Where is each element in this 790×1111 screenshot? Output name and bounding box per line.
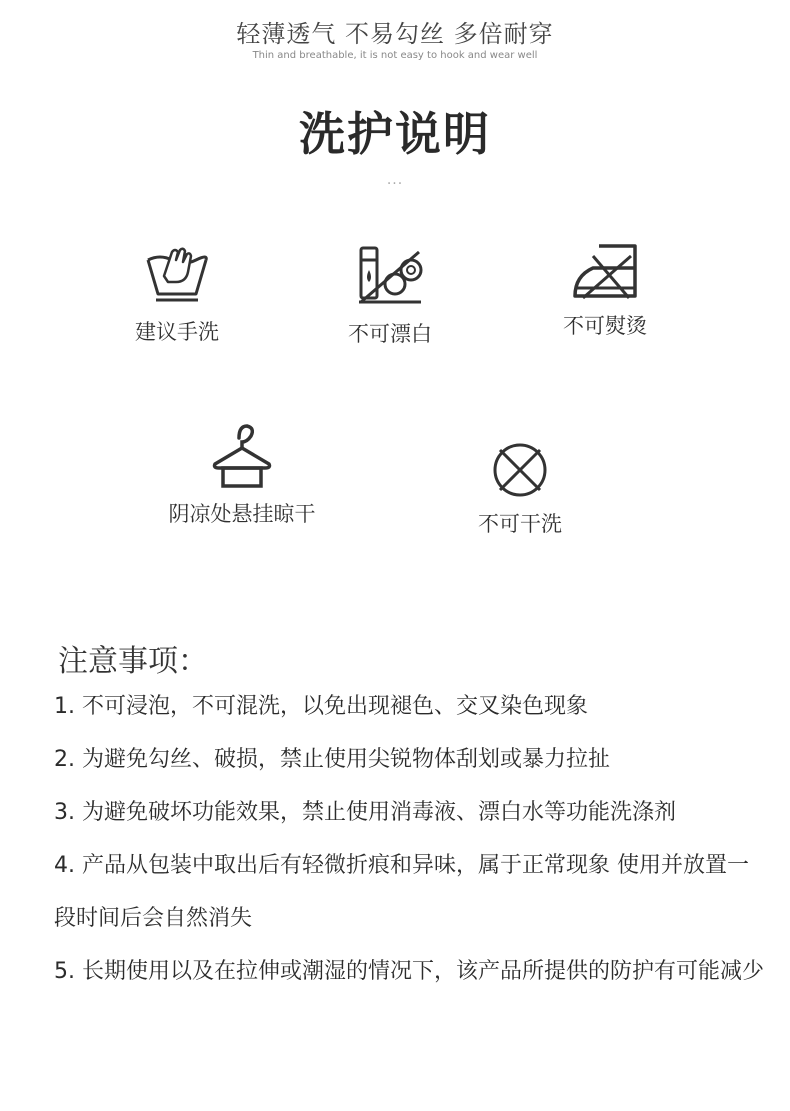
no-iron-icon (569, 240, 641, 302)
hand-wash-icon (142, 238, 212, 308)
care-label-no-iron: 不可熨烫 (563, 314, 647, 338)
note-item-3: 3. 为避免破坏功能效果，禁止使用消毒液、漂白水等功能洗涤剂 (54, 800, 676, 825)
care-label-no-dry-clean: 不可干洗 (478, 512, 562, 536)
notes-heading: 注意事项： (58, 644, 208, 679)
tagline: 轻薄透气 不易勾丝 多倍耐穿 (236, 20, 554, 48)
note-item-1: 1. 不可浸泡，不可混洗，以免出现褪色、交叉染色现象 (54, 694, 588, 719)
page-title: 洗护说明 (299, 107, 491, 161)
note-item-5: 5. 长期使用以及在拉伸或潮湿的情况下，该产品所提供的防护有可能减少 (54, 959, 764, 984)
care-label-hang-dry: 阴凉处悬挂晾干 (168, 502, 316, 526)
title-dots: ··· (386, 176, 404, 192)
care-item-hang-dry (142, 420, 342, 528)
hang-dry-icon (209, 420, 275, 490)
no-dry-clean-icon (490, 440, 550, 500)
notes-list (54, 680, 764, 998)
care-item-no-bleach (290, 240, 490, 348)
care-label-no-bleach: 不可漂白 (348, 322, 432, 346)
note-item-4: 4. 产品从包装中取出后有轻微折痕和异味，属于正常现象 使用并放置一段时间后会自然消失 (54, 853, 749, 931)
no-bleach-icon (355, 240, 425, 310)
care-item-no-iron (505, 240, 705, 340)
care-item-hand-wash (77, 238, 277, 346)
tagline-english: Thin and breathable, it is not easy to hook and wear well (252, 50, 538, 61)
note-item-2: 2. 为避免勾丝、破损，禁止使用尖锐物体刮划或暴力拉扯 (54, 747, 610, 772)
care-item-no-dry-clean (420, 440, 620, 538)
care-label-hand-wash: 建议手洗 (135, 320, 219, 344)
